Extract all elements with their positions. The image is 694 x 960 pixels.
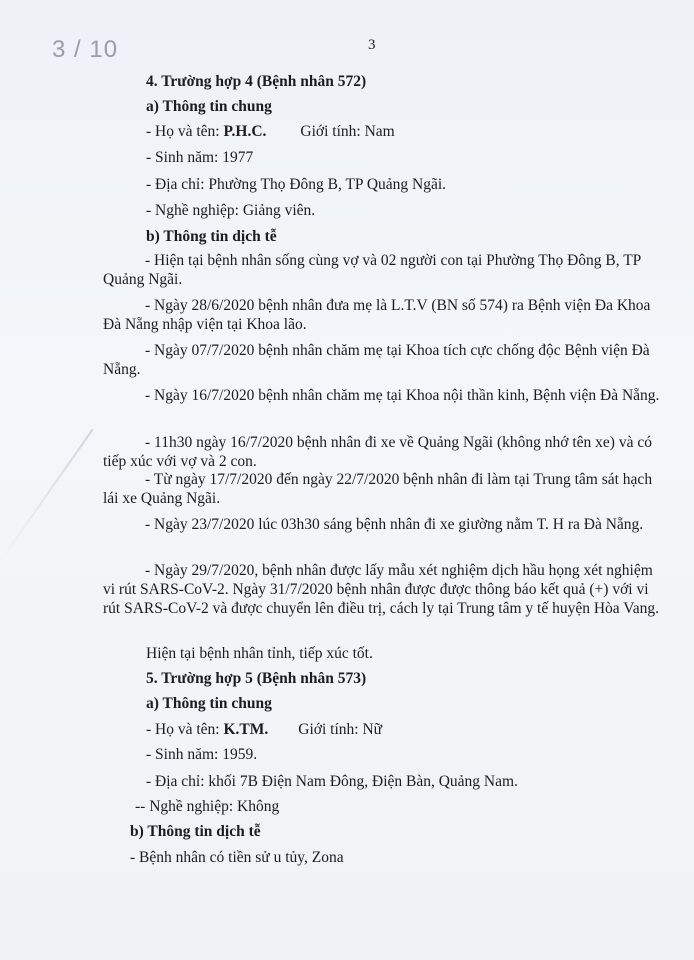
paper-fold-shadow [0, 429, 93, 561]
case4-occupation: - Nghề nghiệp: Giảng viên. [146, 202, 316, 219]
case5-epi-item: - Bệnh nhân có tiền sử u tủy, Zona [130, 849, 344, 866]
case4-birth-year: - Sinh năm: 1977 [146, 149, 254, 166]
case5-occupation: -- Nghề nghiệp: Không [135, 798, 280, 815]
case4-name-row [146, 122, 395, 141]
case5-epi-heading: b) Thông tin dịch tễ [130, 823, 261, 840]
case5-birth-year: - Sinh năm: 1959. [146, 746, 258, 763]
case4-epi-item: - Từ ngày 17/7/2020 đến ngày 22/7/2020 bệnh nhân đi làm tại Trung tâm sát hạch lái xe Quảng Ngãi. [103, 471, 653, 507]
case5-name-label: - Họ và tên: [146, 721, 224, 738]
case4-name-value: P.H.C. [223, 123, 267, 140]
case4-epi-item: - Ngày 29/7/2020, bệnh nhân được lấy mẫu xét nghiệm dịch hầu họng xét nghiệm vi rút SARS-CoV-2. Ngày 31/7/2020 bệnh nhân được được thông báo kết quả (+) với vi rút SARS-CoV-2 và được chuyển lên điều trị, cách ly tại Trung tâm y tế huyện Hòa Vang. [103, 562, 660, 617]
case4-gender: Giới tính: Nam [300, 123, 395, 140]
case4-current-status: Hiện tại bệnh nhân tỉnh, tiếp xúc tốt. [146, 645, 373, 662]
case4-epi-item: - Ngày 07/7/2020 bệnh nhân chăm mẹ tại Khoa tích cực chống độc Bệnh viện Đà Nẵng. [103, 342, 650, 378]
case4-epi-item: - Ngày 16/7/2020 bệnh nhân chăm mẹ tại Khoa nội thần kinh, Bệnh viện Đà Nẵng. [145, 387, 660, 404]
case5-name-row [146, 720, 382, 739]
case4-heading: 4. Trường hợp 4 (Bệnh nhân 572) [146, 73, 367, 90]
case4-epi-item: - Ngày 28/6/2020 bệnh nhân đưa mẹ là L.T.V (BN số 574) ra Bệnh viện Đa Khoa Đà Nẵng nhập viện tại Khoa lão. [103, 297, 651, 333]
case4-general-heading: a) Thông tin chung [146, 98, 272, 115]
case4-epi-item: - 11h30 ngày 16/7/2020 bệnh nhân đi xe về Quảng Ngãi (không nhớ tên xe) và có tiếp xúc với vợ và 2 con. [103, 434, 652, 470]
case5-general-heading: a) Thông tin chung [146, 695, 272, 712]
case4-epi-item: - Ngày 23/7/2020 lúc 03h30 sáng bệnh nhân đi xe giường nằm T. H ra Đà Nẵng. [145, 516, 644, 533]
case5-name-value: K.TM. [223, 721, 269, 738]
case5-heading: 5. Trường hợp 5 (Bệnh nhân 573) [146, 670, 367, 687]
page-counter: 3 / 10 [52, 36, 119, 63]
case4-address: - Địa chỉ: Phường Thọ Đông B, TP Quảng Ngãi. [146, 176, 447, 193]
case4-epi-item: - Hiện tại bệnh nhân sống cùng vợ và 02 người con tại Phường Thọ Đông B, TP Quảng Ngãi. [103, 252, 641, 288]
case5-address: - Địa chỉ: khối 7B Điện Nam Đông, Điện Bàn, Quảng Nam. [146, 773, 518, 790]
case4-name-label: - Họ và tên: [146, 123, 224, 140]
case5-gender: Giới tính: Nữ [298, 721, 383, 738]
case4-epi-heading: b) Thông tin dịch tễ [146, 228, 277, 245]
page-number: 3 [368, 37, 376, 53]
